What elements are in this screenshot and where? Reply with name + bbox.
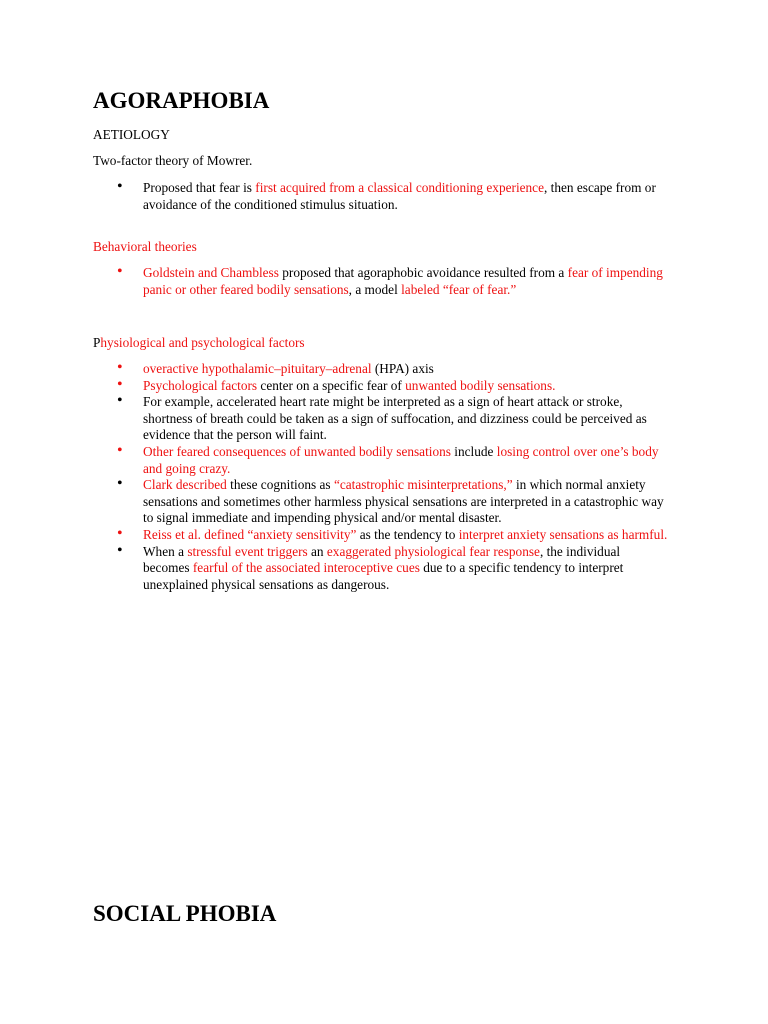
bullet-text (143, 394, 647, 442)
list-item (93, 541, 668, 594)
section-title-social-phobia: SOCIAL PHOBIA (93, 901, 277, 926)
mowrer-list (93, 180, 668, 213)
text-run: , a model (348, 281, 402, 297)
text-run: an (307, 543, 327, 559)
bullet-icon: • (117, 441, 123, 459)
highlighted-text: labeled “fear of fear.” (401, 281, 517, 297)
text-run: these cognitions as (226, 477, 334, 493)
bullet-icon: • (117, 263, 123, 280)
highlighted-text: unwanted bodily sensations. (405, 377, 556, 393)
bullet-text (143, 378, 555, 393)
text-run: (HPA) axis (371, 361, 434, 376)
behavioral-list (93, 265, 668, 298)
highlighted-text: Other feared consequences of unwanted bodily sensations (143, 443, 451, 459)
text-run: , then escape from or avoidance of the conditioned stimulus situation. (143, 180, 656, 212)
highlighted-text: interpret anxiety sensations as harmful. (458, 526, 668, 542)
text-run: , the individual becomes (143, 543, 621, 576)
highlighted-text: exaggerated physiological fear response (326, 543, 540, 559)
intro-mowrer: Two-factor theory of Mowrer. (93, 153, 253, 168)
heading-physiological-factors (93, 335, 305, 352)
bullet-icon: • (117, 475, 123, 493)
list-item (93, 441, 668, 477)
list-item (93, 394, 668, 444)
bullet-text (143, 361, 434, 376)
text-run: proposed that agoraphobic avoidance resulted from a (278, 265, 568, 280)
highlighted-text: stressful event triggers (187, 543, 308, 559)
bullet-text (143, 544, 623, 592)
text-run: For example, accelerated heart rate might be interpreted as a sign of heart attack or stroke, shortness of breath could be taken as a sign of suffocation, and dizziness could be perceived as evidence that the person will faint. (143, 394, 647, 443)
subheading-aetiology: AETIOLOGY (93, 127, 170, 142)
physiological-list (93, 361, 668, 593)
bullet-text (143, 477, 664, 525)
text-run: as the tendency to (356, 526, 459, 542)
highlighted-text: Reiss et al. defined “anxiety sensitivity” (143, 526, 357, 542)
highlighted-text: Clark described (143, 477, 227, 493)
highlighted-text: fear of impending panic or other feared bodily sensations (143, 265, 663, 297)
bullet-icon: • (117, 524, 123, 542)
highlighted-text: first acquired from a classical conditioning experience (255, 180, 544, 195)
list-item (93, 375, 668, 395)
list-item (93, 265, 668, 298)
bullet-icon: • (117, 359, 123, 376)
text-run: in which normal anxiety sensations and sometimes other harmless physical sensations are interpreted in a catastrophic way to signal immediate and impending physical and/or mental disaster. (143, 477, 664, 526)
text-run: due to a specific tendency to interpret unexplained physical sensations as dangerous. (143, 560, 624, 592)
bullet-icon: • (117, 375, 123, 393)
text-run: Proposed that fear is (143, 180, 256, 195)
text-run: P (93, 335, 101, 350)
list-item (93, 180, 668, 213)
highlighted-text: losing control over one’s body and going crazy. (143, 443, 659, 476)
bullet-icon: • (117, 178, 123, 195)
bullet-icon: • (117, 541, 123, 559)
list-item (93, 524, 668, 544)
highlighted-text: Goldstein and Chambless (143, 265, 279, 280)
highlighted-text: Psychological factors (143, 377, 258, 393)
bullet-text (143, 180, 656, 212)
highlighted-text: overactive hypothalamic–pituitary–adrenal (143, 361, 372, 376)
bullet-text (143, 265, 663, 297)
bullet-icon: • (117, 392, 123, 410)
heading-behavioral-theories: Behavioral theories (93, 239, 197, 254)
highlighted-text: fearful of the associated interoceptive cues (192, 560, 420, 576)
text-run: center on a specific fear of (257, 377, 406, 393)
section-title-agoraphobia: AGORAPHOBIA (93, 88, 270, 113)
list-item (93, 477, 668, 527)
bullet-text (143, 444, 659, 476)
highlighted-text: “catastrophic misinterpretations,” (333, 477, 513, 493)
text-run: When a (143, 543, 188, 559)
text-run: include (450, 443, 497, 459)
highlighted-text: hysiological and psychological factors (100, 335, 305, 350)
bullet-text (143, 527, 667, 542)
list-item (93, 361, 668, 378)
